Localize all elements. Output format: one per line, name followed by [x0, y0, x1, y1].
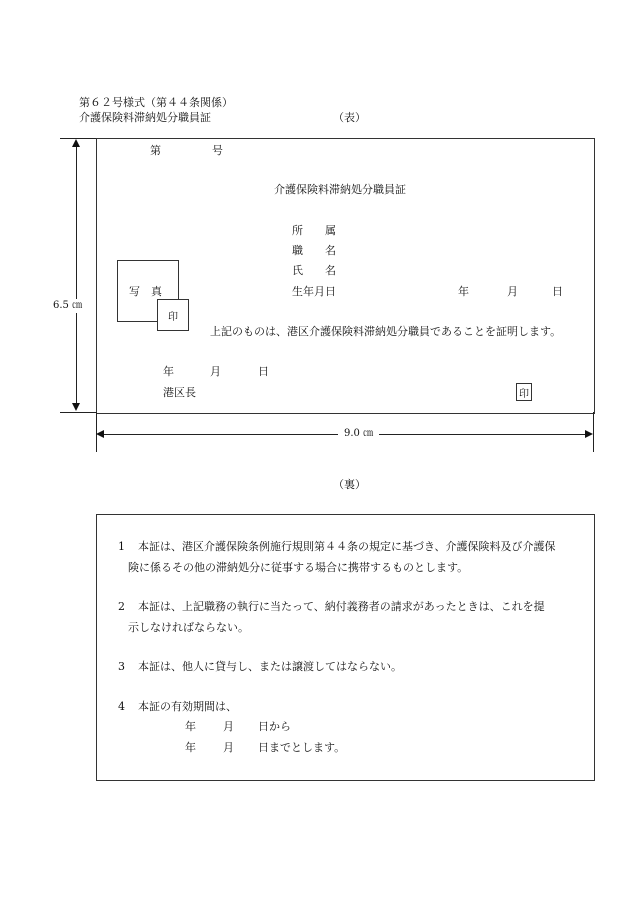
- height-dimension-label: 6.5 ㎝: [50, 299, 85, 313]
- front-side-label: （表）: [333, 111, 366, 124]
- width-arrow-left-icon: [96, 430, 104, 438]
- birth-day-label: 日: [552, 285, 563, 298]
- valid-from-year: 年: [185, 720, 196, 733]
- field-affiliation: 所 属: [292, 224, 336, 237]
- issuer-seal: [516, 383, 532, 401]
- form-number: 第６２号様式（第４４条関係）: [79, 96, 233, 109]
- back-item-line: 本証は、他人に貸与し、または譲渡してはならない。: [138, 660, 402, 673]
- photo-seal-text: 印: [168, 311, 178, 323]
- valid-to-year: 年: [185, 741, 196, 754]
- form-title: 介護保険料滞納処分職員証: [79, 111, 211, 124]
- photo-seal-box: [157, 299, 189, 331]
- issue-day-label: 日: [258, 365, 269, 378]
- height-dim-bottom-tick: [60, 412, 96, 413]
- card-title: 介護保険料滞納処分職員証: [274, 183, 406, 196]
- back-item-line-continued: 険に係るその他の滞納処分に従事する場合に携帯するものとします。: [128, 561, 469, 574]
- height-arrow-down-icon: [72, 403, 80, 411]
- back-item-number: 1: [118, 540, 125, 553]
- back-item-number: 3: [118, 660, 125, 673]
- card-number-suffix: 号: [212, 144, 223, 157]
- valid-to-day: 日までとします。: [258, 741, 346, 754]
- valid-from-month: 月: [223, 720, 234, 733]
- issue-year-label: 年: [163, 365, 174, 378]
- back-item-line: 本証の有効期間は、: [138, 700, 237, 713]
- width-dim-right-tick: [593, 412, 594, 452]
- field-birthdate: 生年月日: [292, 285, 336, 298]
- height-arrow-up-icon: [72, 139, 80, 147]
- back-card: [96, 514, 595, 781]
- certify-text: 上記のものは、港区介護保険料滞納処分職員であることを証明します。: [210, 325, 562, 338]
- issuer-name: 港区長: [163, 386, 196, 399]
- back-side-label: （裏）: [333, 478, 366, 491]
- back-item-number: 2: [118, 600, 125, 613]
- birth-year-label: 年: [458, 285, 469, 298]
- width-dimension-label: 9.0 ㎝: [338, 428, 379, 440]
- valid-to-month: 月: [223, 741, 234, 754]
- valid-from-day: 日から: [258, 720, 291, 733]
- field-position: 職 名: [292, 244, 336, 257]
- height-dim-line: [76, 146, 77, 404]
- birth-month-label: 月: [507, 285, 518, 298]
- back-item-line: 本証は、上記職務の執行に当たって、納付義務者の請求があったときは、これを提: [138, 600, 545, 613]
- card-number-prefix: 第: [150, 144, 161, 157]
- back-item-line: 本証は、港区介護保険条例施行規則第４４条の規定に基づき、介護保険料及び介護保: [138, 540, 556, 553]
- field-name: 氏 名: [292, 264, 336, 277]
- back-item-number: 4: [118, 700, 125, 713]
- width-arrow-right-icon: [585, 430, 593, 438]
- issue-month-label: 月: [210, 365, 221, 378]
- issuer-seal-text: 印: [519, 388, 529, 400]
- photo-label: 写 真: [129, 285, 162, 298]
- back-item-line-continued: 示しなければならない。: [128, 621, 249, 634]
